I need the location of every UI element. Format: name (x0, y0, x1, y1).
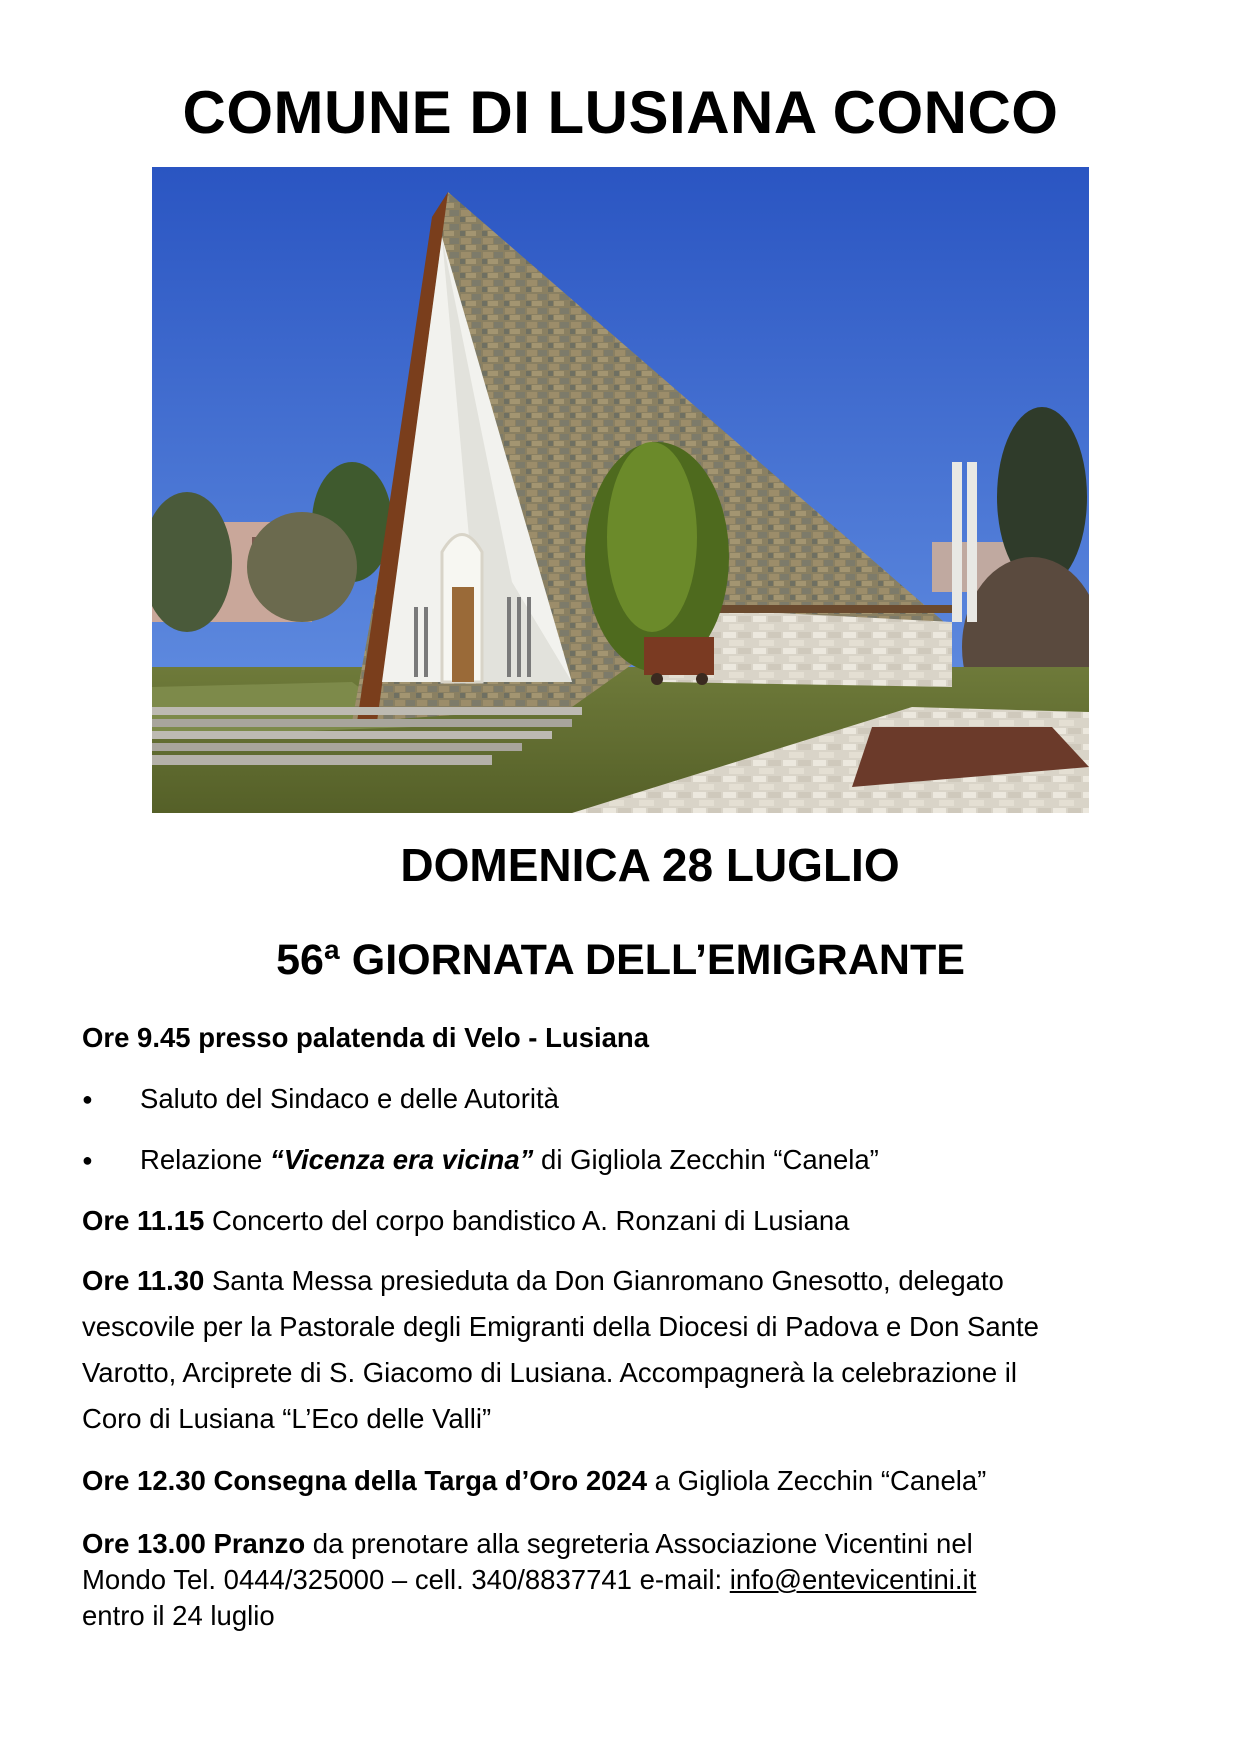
program-text: Mondo Tel. 0444/325000 – cell. 340/8837741 e-mail: (82, 1564, 730, 1595)
program-text: Concerto del corpo bandistico A. Ronzani di Lusiana (204, 1205, 850, 1236)
program-item-award (82, 1458, 1162, 1504)
page-title: COMUNE DI LUSIANA CONCO (182, 79, 1059, 146)
program-item-lunch (82, 1526, 1162, 1634)
lunch-line-3: entro il 24 luglio (82, 1600, 275, 1631)
program-text: Santa Messa presieduta da Don Gianromano Gnesotto, delegato (204, 1265, 1004, 1296)
program-time-place: Ore 9.45 presso palatenda di Velo - Lusiana (82, 1022, 650, 1053)
bullet-text (140, 1137, 879, 1183)
lunch-line-1 (82, 1526, 1162, 1562)
event-name: 56ª GIORNATA DELL’EMIGRANTE (276, 936, 965, 984)
program-text: a Gigliola Zecchin “Canela” (647, 1465, 987, 1496)
program-time: Ore 11.30 (82, 1265, 205, 1296)
program-time: Ore 11.15 (82, 1205, 205, 1236)
bullet-text-post: di Gigliola Zecchin “Canela” (533, 1144, 879, 1175)
mass-line-2: vescovile per la Pastorale degli Emigranti della Diocesi di Padova e Don Sante (82, 1311, 1039, 1342)
program-time-title: Ore 13.00 Pranzo (82, 1528, 306, 1559)
mass-line-4: Coro di Lusiana “L’Eco delle Valli” (82, 1403, 492, 1434)
mass-line-1 (82, 1258, 1162, 1304)
bullet-text-pre: Relazione (140, 1144, 270, 1175)
mass-line-3: Varotto, Arciprete di S. Giacomo di Lusiana. Accompagnerà la celebrazione il (82, 1357, 1017, 1388)
bullet-icon: ● (82, 1089, 93, 1109)
program-item-mass (82, 1258, 1162, 1442)
bullet-icon: ● (82, 1150, 93, 1170)
program-item-concert (82, 1198, 1162, 1244)
bullet-text-emph: “Vicenza era vicina” (269, 1144, 534, 1175)
church-photo (152, 167, 1089, 813)
program-time-title: Ore 12.30 Consegna della Targa d’Oro 2024 (82, 1465, 647, 1496)
email-link[interactable]: info@entevicentini.it (729, 1564, 977, 1595)
program-text: da prenotare alla segreteria Associazione Vicentini nel (305, 1528, 973, 1559)
lunch-line-2 (82, 1562, 1162, 1598)
bullet-text: Saluto del Sindaco e delle Autorità (140, 1083, 559, 1114)
program-item-opening (82, 1015, 1162, 1061)
event-date: DOMENICA 28 LUGLIO (400, 839, 900, 891)
